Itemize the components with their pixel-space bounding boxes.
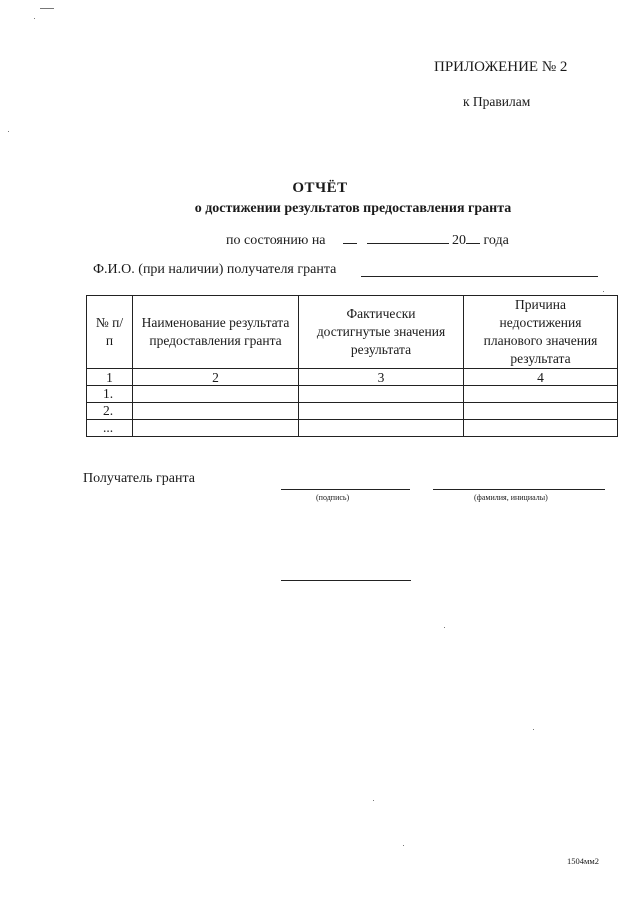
- table-cell[interactable]: [133, 386, 299, 403]
- header-achieved-values: Фактически достигнутые значения результата: [299, 296, 464, 369]
- row-number: 1.: [87, 386, 133, 403]
- table-row: [87, 403, 618, 420]
- column-number: 1: [87, 369, 133, 386]
- table-cell[interactable]: [299, 420, 464, 437]
- row-number: 2.: [87, 403, 133, 420]
- table-cell[interactable]: [464, 420, 618, 437]
- header-result-name: Наименование результата предоставления гранта: [133, 296, 299, 369]
- header-reason: Причина недостижения планового значения результата: [464, 296, 618, 369]
- table-cell[interactable]: [464, 403, 618, 420]
- table-cell[interactable]: [299, 386, 464, 403]
- header-number: № п/п: [87, 296, 133, 369]
- name-initials-blank[interactable]: [433, 489, 605, 490]
- row-number: ...: [87, 420, 133, 437]
- date-blank-line[interactable]: [281, 580, 411, 581]
- year-suffix: года: [483, 233, 509, 248]
- table-cell[interactable]: [464, 386, 618, 403]
- scan-speck: [603, 291, 604, 292]
- signature-blank[interactable]: [281, 489, 410, 490]
- scan-speck: [533, 729, 534, 730]
- annex-to-rules: к Правилам: [463, 94, 531, 109]
- document-code: 1504мм2: [567, 856, 600, 866]
- recipient-name-label: Ф.И.О. (при наличии) получателя гранта: [93, 262, 337, 277]
- table-cell[interactable]: [133, 403, 299, 420]
- recipient-name-blank[interactable]: [361, 276, 598, 277]
- as-of-prefix: по состоянию на: [226, 233, 326, 248]
- scan-speck: [8, 131, 9, 132]
- scan-speck: [373, 800, 374, 801]
- scan-speck: [403, 845, 404, 846]
- table-row: [87, 420, 618, 437]
- column-number: 4: [464, 369, 618, 386]
- document-title: ОТЧЁТ: [292, 180, 348, 196]
- report-table: [86, 295, 618, 437]
- scan-speck: [34, 18, 35, 19]
- year-century: 20: [452, 233, 467, 248]
- table-cell[interactable]: [299, 403, 464, 420]
- document-subtitle: о достижении результатов предоставления гранта: [194, 201, 512, 216]
- column-number: 2: [133, 369, 299, 386]
- day-blank[interactable]: [343, 231, 357, 244]
- table-row: [87, 386, 618, 403]
- grant-recipient-label: Получатель гранта: [83, 471, 195, 486]
- scan-speck: [40, 8, 54, 9]
- signature-caption: (подпись): [316, 493, 350, 502]
- as-of-date-line: [226, 231, 509, 249]
- table-cell[interactable]: [133, 420, 299, 437]
- name-initials-caption: (фамилия, инициалы): [474, 493, 548, 502]
- table-header-row: [87, 296, 618, 369]
- year-blank[interactable]: [466, 231, 480, 244]
- scan-speck: [444, 627, 445, 628]
- column-number: 3: [299, 369, 464, 386]
- annex-number: ПРИЛОЖЕНИЕ № 2: [434, 59, 568, 75]
- month-blank[interactable]: [367, 231, 449, 244]
- column-numbers-row: [87, 369, 618, 386]
